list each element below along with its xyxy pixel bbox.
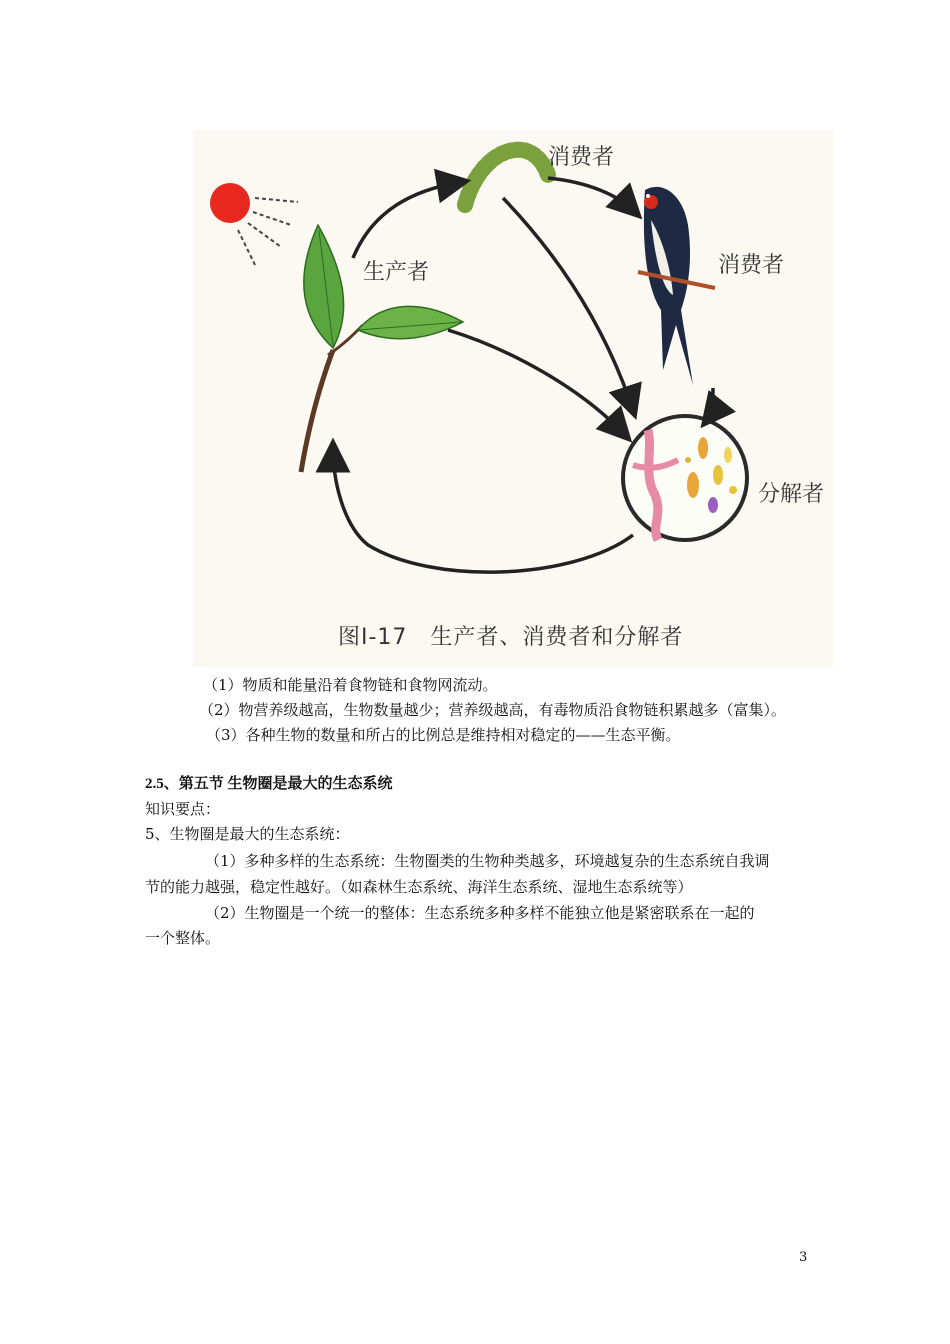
item2-line2: 一个整体。: [145, 929, 221, 947]
consumer-label-caterpillar: 消费者: [548, 145, 615, 170]
ecosystem-figure: [193, 130, 833, 667]
list-item-1: （1）物质和能量沿着食物链和食物网流动。: [203, 676, 498, 694]
section-heading: 2.5、第五节 生物圈是最大的生态系统: [145, 776, 393, 792]
item1-line1: （1）多种多样的生态系统：生物圈类的生物种类越多，环境越复杂的生态系统自我调: [205, 852, 770, 870]
figure-caption: 图Ⅰ-17 生产者、消费者和分解者: [338, 625, 684, 650]
caterpillar-icon: [465, 150, 548, 205]
list-item-3: （3）各种生物的数量和所占的比例总是维持相对稳定的——生态平衡。: [206, 726, 681, 744]
item1-line2: 节的能力越强，稳定性越好。（如森林生态系统、海洋生态系统、湿地生态系统等）: [145, 878, 693, 896]
producer-label: 生产者: [363, 260, 430, 285]
section-subheading: 知识要点：: [145, 800, 221, 818]
decomposer-label: 分解者: [758, 482, 825, 507]
key-point: 5、生物圈是最大的生态系统：: [145, 825, 350, 843]
sun-icon: [210, 183, 298, 265]
ecosystem-diagram: [193, 130, 833, 667]
page-number: 3: [799, 1250, 808, 1265]
item2-line1: （2）生物圈是一个统一的整体：生态系统多种多样不能独立他是紧密联系在一起的: [205, 904, 755, 922]
swallow-icon: [638, 187, 715, 385]
list-item-2: （2）物营养级越高，生物数量越少；营养级越高，有毒物质沿食物链积累越多（富集）。: [199, 701, 787, 719]
microbes-icon: [623, 416, 747, 540]
consumer-label-swallow: 消费者: [718, 253, 785, 278]
